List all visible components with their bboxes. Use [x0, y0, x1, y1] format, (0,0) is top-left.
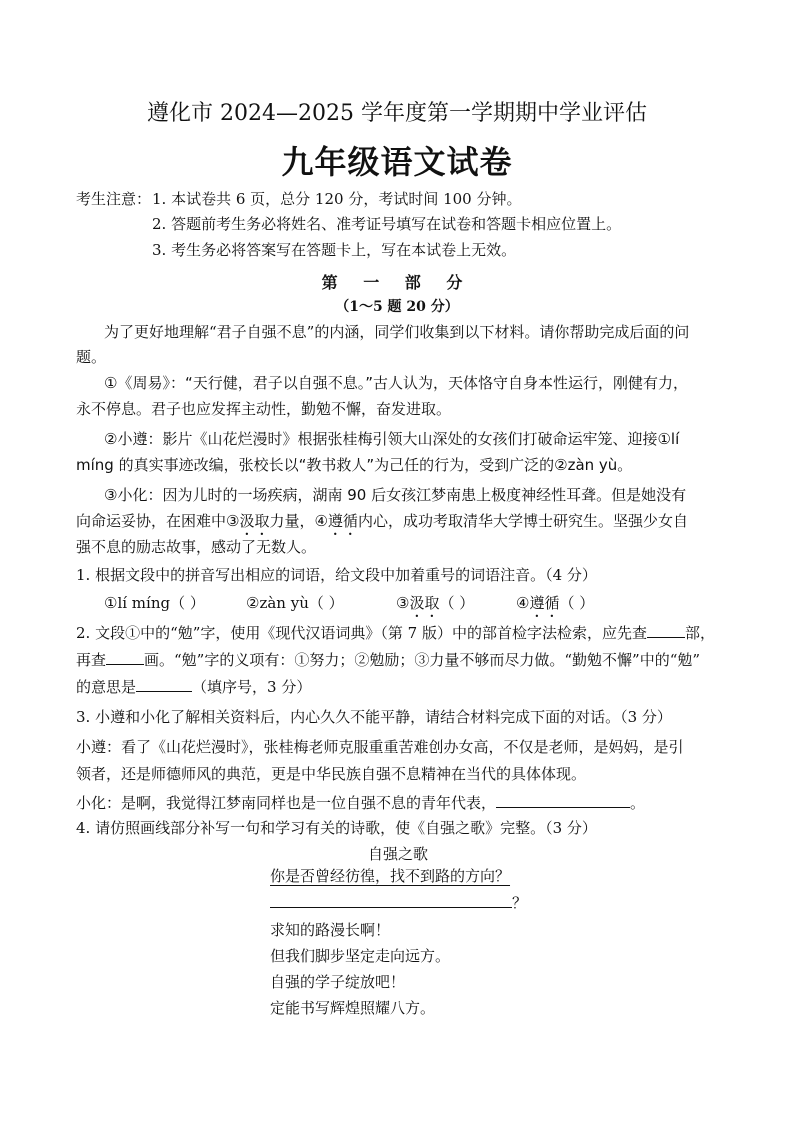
poem-line-4: 但我们脚步坚定走向远方。	[270, 947, 451, 965]
section-range: （1～5 题 20 分）	[335, 299, 459, 315]
q1-answer-4-num: ④	[516, 594, 530, 612]
material-2-line-2: míng 的真实事迹改编，张校长以“教书救人”为己任的行为，受到广泛的②zàn yù。	[76, 456, 633, 474]
material-3-line-2	[76, 510, 688, 539]
notice-item-3: 3. 考生务必将答案写在答题卡上，写在本试卷上无效。	[152, 241, 517, 259]
q1-answer-3-blank: （ ）	[439, 594, 475, 612]
exam-title: 遵化市 2024—2025 学年度第一学期期中学业评估	[147, 101, 647, 126]
q2-text-f: （填序号，3 分）	[192, 678, 312, 696]
poem-line-2-end: ？	[512, 894, 528, 912]
q2-text-d: 画。“勉”字的义项有：①努力；②勉励；③力量不够而尽力做。“勤勉不懈”中的“勉”	[144, 651, 701, 669]
q2-blank-radical	[647, 623, 685, 638]
q3-answer-blank	[496, 793, 630, 808]
notice-label: 考生注意：	[76, 190, 152, 208]
poem-line-5: 自强的学子绽放吧！	[270, 973, 406, 991]
q3-dialog-2-end: 。	[630, 794, 646, 812]
q1-answer-3	[396, 592, 474, 621]
material-3-line-1: ③小化：因为儿时的一场疾病，湖南 90 后女孩江梦南患上极度神经性耳聋。但是她没有	[104, 486, 687, 504]
question-4-text: 4. 请仿照画线部分补写一句和学习有关的诗歌，使《自强之歌》完整。（3 分）	[76, 819, 597, 837]
material-3-text-a: 向命运妥协，在困难中③	[76, 512, 240, 530]
poem-line-6: 定能书写辉煌照耀八方。	[270, 999, 436, 1017]
q2-blank-meaning	[136, 677, 192, 692]
notice-item-1: 1. 本试卷共 6 页，总分 120 分，考试时间 100 分钟。	[152, 190, 522, 208]
section-title: 第 一 部 分	[321, 273, 473, 292]
question-2-line-1	[76, 622, 715, 643]
poem-answer-blank	[270, 893, 512, 908]
exam-subtitle: 九年级语文试卷	[281, 143, 513, 181]
material-1-line-2: 永不停息。君子也应发挥主动性，勤勉不懈，奋发进取。	[76, 400, 452, 418]
material-3-line-3: 强不息的励志故事，感动了无数人。	[76, 538, 317, 556]
emphasized-word-zunxun: 遵循	[327, 512, 358, 530]
poem-title: 自强之歌	[368, 845, 429, 863]
intro-line-1: 为了更好地理解“君子自强不息”的内涵，同学们收集到以下材料。请你帮助完成后面的问	[104, 323, 690, 341]
q3-dialog-2-text: 小化：是啊，我觉得江梦南同样也是一位自强不息的青年代表，	[76, 794, 497, 812]
material-3-text-b: 力量，④	[269, 512, 328, 530]
poem-line-3: 求知的路漫长啊！	[270, 921, 391, 939]
material-2-line-1: ②小遵：影片《山花烂漫时》根据张桂梅引领大山深处的女孩们打破命运牢笼、迎接①lí	[104, 430, 680, 448]
emphasized-word-jiqu: 汲取	[239, 512, 270, 530]
question-1-text: 1. 根据文段中的拼音写出相应的词语，给文段中加着重号的词语注音。（4 分）	[76, 566, 597, 584]
intro-line-2: 题。	[76, 348, 107, 366]
q3-dialog-2	[76, 792, 645, 813]
question-2-line-3	[76, 676, 311, 697]
question-2-line-2	[76, 649, 700, 670]
q2-text-a: 2. 文段①中的“勉”字，使用《现代汉语词典》（第 7 版）中的部首检字法检索，应先查	[76, 624, 647, 642]
q2-text-c: 再查	[76, 651, 107, 669]
q1-answer-2: ②zàn yù（ ）	[246, 594, 344, 612]
poem-line-1: 你是否曾经彷徨，找不到路的方向？	[270, 867, 511, 885]
q1-answer-3-num: ③	[396, 594, 410, 612]
q3-dialog-1-line-1: 小遵：看了《山花烂漫时》，张桂梅老师克服重重苦难创办女高，不仅是老师，是妈妈，是引	[76, 738, 684, 756]
q2-text-b: 部，	[685, 624, 716, 642]
material-3-text-c: 内心，成功考取清华大学博士研究生。坚强少女自	[357, 512, 688, 530]
q2-text-e: 的意思是	[76, 678, 137, 696]
poem-line-2	[270, 892, 527, 913]
q1-answer-4-word: 遵循	[529, 594, 560, 612]
q2-blank-strokes	[106, 650, 144, 665]
notice-item-2: 2. 答题前考生务必将姓名、准考证号填写在试卷和答题卡相应位置上。	[152, 215, 622, 233]
q1-answer-4	[516, 592, 594, 621]
question-3-text: 3. 小遵和小化了解相关资料后，内心久久不能平静，请结合材料完成下面的对话。（3 分）	[76, 708, 672, 726]
q1-answer-1: ①lí míng（ ）	[104, 594, 205, 612]
q3-dialog-1-line-2: 领者，还是师德师风的典范，更是中华民族自强不息精神在当代的具体体现。	[76, 765, 587, 783]
material-1-line-1: ①《周易》：“天行健，君子以自强不息。”古人认为，天体恪守自身本性运行，刚健有力，	[104, 374, 688, 392]
q1-answer-4-blank: （ ）	[559, 594, 595, 612]
q1-answer-3-word: 汲取	[409, 594, 440, 612]
